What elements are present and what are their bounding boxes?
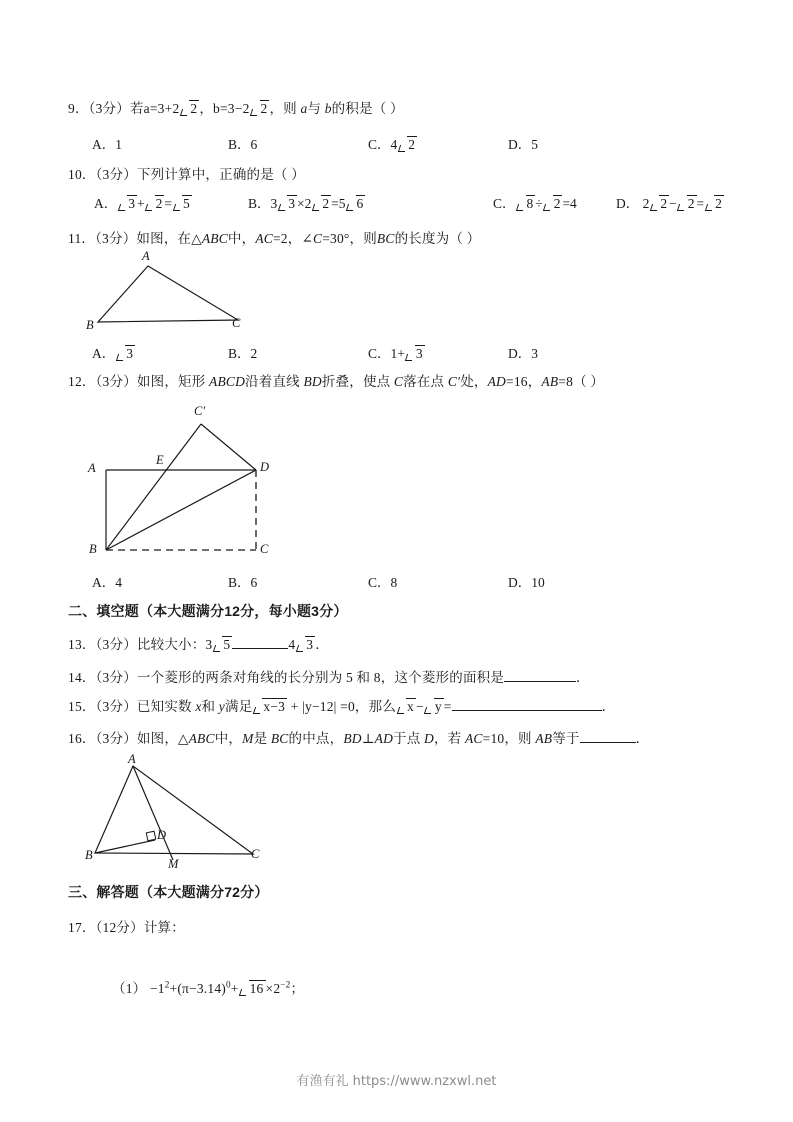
q11-dot: ． <box>81 231 96 246</box>
q16-answer-blank[interactable] <box>580 729 636 743</box>
question-10-stem <box>68 167 305 184</box>
q10b-rad2: 2 <box>312 195 331 212</box>
q11-figure-triangle-abc <box>80 249 270 337</box>
q16-d: D <box>424 730 434 746</box>
q13-number: 13 <box>68 636 82 652</box>
q10-stem-text: 下列计算中，正确的是（ ） <box>136 167 305 182</box>
q15-radical-x-minus-3: x−3 <box>253 698 287 716</box>
q9-stem-mid: ，b=3−2 <box>199 101 250 116</box>
q12-ad: AD <box>487 374 506 389</box>
q12-ab: AB <box>541 374 559 389</box>
q9-var-b: b <box>324 101 332 116</box>
q12-seg-bd <box>106 470 256 550</box>
q12-rect-name: ABCD <box>209 374 246 389</box>
q11-angle-c: C <box>312 231 323 246</box>
q9-radical-2: 2 <box>251 100 270 118</box>
q12-label-e: E <box>156 453 164 467</box>
question-13: 13．（3分）比较大小：3 5 4 3 ． <box>68 636 329 652</box>
q12-number: 12 <box>68 374 82 389</box>
footer-watermark: 有渔有礼 https://www.nzxwl.net <box>296 1074 497 1089</box>
q9-stem-post: ，则 <box>269 101 297 116</box>
q9-stem-end: 的积是（ ） <box>331 101 404 116</box>
question-12-stem: 12．（3分）如图，矩形 ABCD沿着直线 BD折叠，使点 C落在点 C′处，AD=16，AB=8（ ） <box>68 374 605 389</box>
q16-label-m: M <box>168 857 179 871</box>
q10d-rad2: 2 <box>678 195 697 212</box>
q17-part1-expression: $-1^2+(\pi-3.14)^0+ 16 \times 2^{-2}$； <box>149 979 305 996</box>
q9-number: 9 <box>68 101 75 116</box>
q15-radical-x: x <box>397 698 416 716</box>
q12-option-a[interactable]: A．4 <box>92 575 122 590</box>
q15-radical-y: y <box>425 698 444 716</box>
q16-bc: BC <box>270 730 289 746</box>
q11-option-d[interactable]: D．3 <box>508 346 538 361</box>
question-17-stem: 17．（12分）计算： <box>68 920 185 935</box>
q12-label-d: D <box>260 460 270 474</box>
q12-label-b: B <box>89 542 97 556</box>
q9-option-d[interactable]: D．5 <box>508 137 538 152</box>
q14-answer-blank[interactable] <box>504 668 576 682</box>
q12-seg-cprime-d <box>201 424 256 470</box>
q16-right-angle-marker <box>146 831 155 840</box>
question-9-stem <box>68 100 404 118</box>
q10-option-a[interactable]: A． 3 + 2 = 5 <box>94 196 190 211</box>
question-16-stem: 16．（3分）如图，△ABC中，M是 BC的中点，BD⊥AD于点 D，若 AC=10，则 AB等于 ． <box>68 730 650 746</box>
question-11-stem: 11．（3分）如图，在△ABC中，AC=2，∠C=30°，则BC的长度为（ ） <box>68 231 481 246</box>
q9-option-a[interactable]: A．1 <box>92 137 122 152</box>
q9-var-a: a <box>300 101 308 116</box>
q16-label-c: C <box>251 847 260 861</box>
q11-label-b: B <box>86 318 94 332</box>
q11-option-c[interactable]: C．1+ 3 <box>368 346 423 361</box>
q10b-rad1: 3 <box>278 195 297 212</box>
q16-label-d: D <box>157 828 167 842</box>
q10a-rad1: 3 <box>118 195 137 212</box>
q11-option-a[interactable]: A． 3 <box>92 346 133 361</box>
q11-triangle-name: ABC <box>201 231 228 246</box>
q13-left-radical: 5 <box>213 636 232 654</box>
q10b-rad3: 6 <box>347 195 366 212</box>
q12-label-a: A <box>88 461 96 475</box>
q16-figure-triangle-median <box>85 752 280 871</box>
q11a-radical: 3 <box>116 345 135 362</box>
q9-dot: ． <box>74 101 89 116</box>
q16-label-b: B <box>85 848 93 862</box>
q17-radical-16: 16 <box>240 980 266 998</box>
q11-label-c: C <box>232 316 241 330</box>
q10-option-c[interactable]: C． 8 ÷ 2 =4 <box>493 196 577 211</box>
q17-number: 17 <box>68 920 82 935</box>
q15-var-x: x <box>195 698 202 714</box>
q10d-rad1: 2 <box>650 195 669 212</box>
q15-abs-y-minus-12: |y−12| <box>302 698 337 714</box>
q15-answer-blank[interactable] <box>452 697 602 711</box>
q16-m: M <box>242 730 254 746</box>
q17-part1-label: （1） <box>112 981 147 996</box>
q12-option-c[interactable]: C．8 <box>368 575 398 590</box>
q10a-rad3: 5 <box>173 195 192 212</box>
q9-points: （3分） <box>88 101 130 116</box>
q16-bd: BD <box>343 730 362 746</box>
q9-option-c-radical: 2 <box>398 136 417 153</box>
q10d-rad3: 2 <box>705 195 724 212</box>
q16-seg-bd <box>95 840 155 853</box>
question-17-part-1 <box>112 980 304 998</box>
q9-option-b[interactable]: B．6 <box>228 137 258 152</box>
section-fill-blank-heading: 二、填空题（本大题满分12分，每小题3分） <box>68 603 348 619</box>
q10c-rad2: 2 <box>544 195 563 212</box>
q15-var-y: y <box>218 698 225 714</box>
q12-label-cprime: C′ <box>194 404 206 418</box>
q10a-rad2: 2 <box>146 195 165 212</box>
q15-number: 15 <box>68 698 82 714</box>
q16-label-a: A <box>128 752 136 766</box>
q9-radical-1: 2 <box>180 100 199 118</box>
q11-svg <box>80 252 270 337</box>
question-10-options <box>68 192 748 218</box>
q12-option-b[interactable]: B．6 <box>228 575 258 590</box>
q12-seg-bcprime <box>106 424 201 550</box>
q13-right-radical: 3 <box>296 636 315 654</box>
q12-option-d[interactable]: D．10 <box>508 575 545 590</box>
q16-number: 16 <box>68 730 82 746</box>
q9-option-c[interactable]: C．4 2 <box>368 137 416 152</box>
question-14: 14．（3分）一个菱形的两条对角线的长分别为 5 和 8，这个菱形的面积是 ． <box>68 669 590 685</box>
question-15: 15．（3分）已知实数 x和 y满足 x−3 + |y−12| =0，那么 x − y = ． <box>68 698 616 714</box>
q11c-radical: 3 <box>406 345 425 362</box>
q12-svg <box>88 398 298 558</box>
q16-triangle-shape <box>95 766 253 854</box>
q11-number: 11 <box>68 231 82 246</box>
section-solve-heading: 三、解答题（本大题满分72分） <box>68 884 269 900</box>
q16-ac: AC <box>464 730 483 746</box>
question-9-options <box>68 133 748 157</box>
q11-option-b[interactable]: B．2 <box>228 346 258 361</box>
q10-points: （3分） <box>95 167 137 182</box>
q11-ac: AC <box>255 231 273 246</box>
q16-ab: AB <box>535 730 553 746</box>
q12-label-c: C <box>260 542 269 556</box>
question-12-options <box>68 571 748 595</box>
q10-option-d[interactable]: D． 2 2 − 2 = 2 <box>616 196 722 211</box>
q13-answer-blank[interactable] <box>232 635 288 649</box>
q14-number: 14 <box>68 669 82 685</box>
q10-dot: ． <box>81 167 96 182</box>
q11-points: （3分） <box>95 231 137 246</box>
q16-abc: ABC <box>188 730 215 746</box>
q11-triangle-shape <box>98 266 238 322</box>
q12-figure-rectangle-fold <box>88 398 298 558</box>
q12-cprime: C′ <box>447 374 461 389</box>
q10-option-b[interactable]: B．3 3 ×2 2 =5 6 <box>248 196 364 211</box>
q9-stem-pre: 若a=3+2 <box>129 101 180 116</box>
q11-bc: BC <box>376 231 395 246</box>
question-11-options <box>68 342 748 366</box>
q10c-rad1: 8 <box>517 195 536 212</box>
q16-ad: AD <box>374 730 394 746</box>
q10-number: 10 <box>68 167 82 182</box>
q12-bd: BD <box>303 374 322 389</box>
q9-between: 与 <box>307 101 322 116</box>
q11-label-a: A <box>142 249 150 263</box>
q12-c: C <box>393 374 404 389</box>
